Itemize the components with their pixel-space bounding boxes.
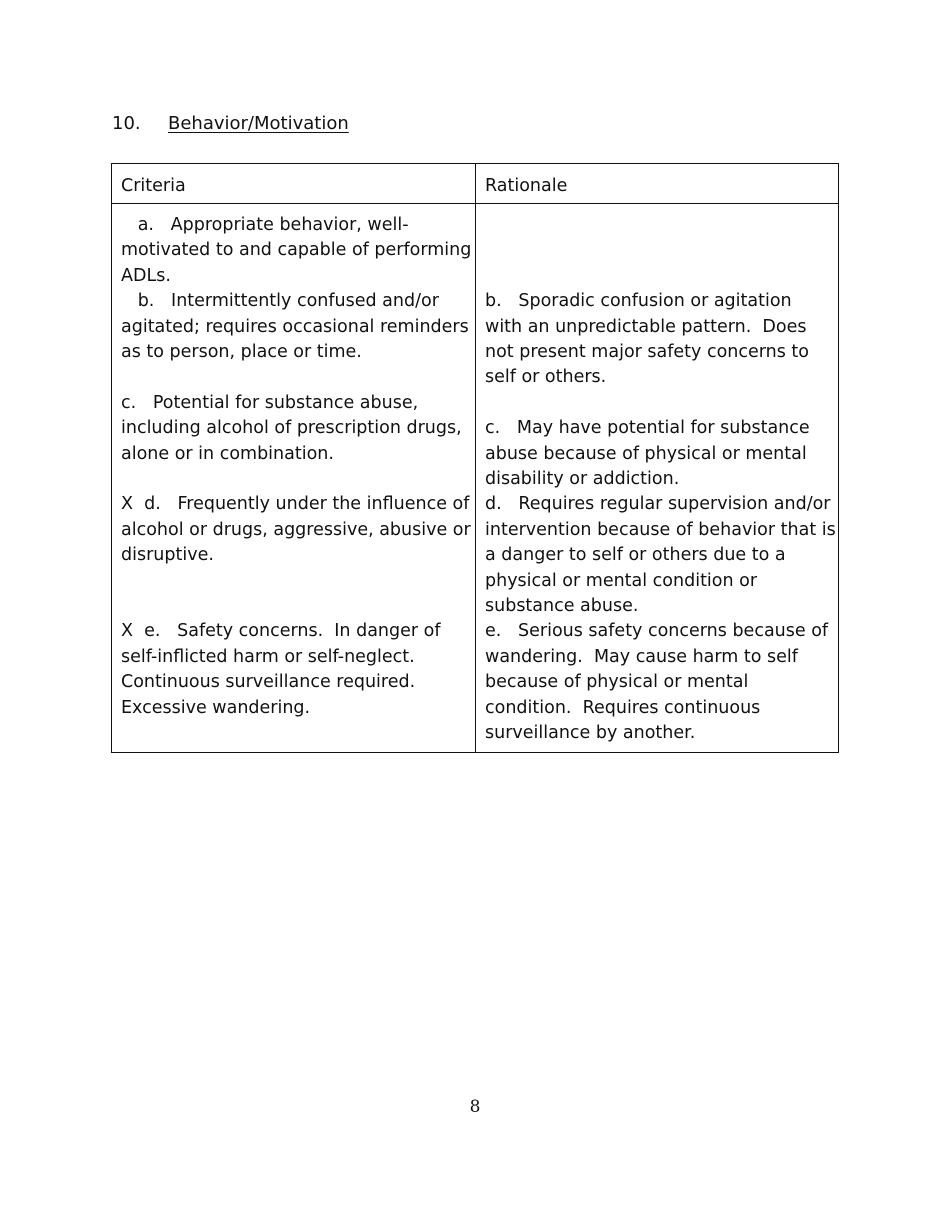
criteria-a-line-2: motivated to and capable of performing <box>121 240 472 261</box>
rationale-e-line-5: surveillance by another. <box>485 723 696 744</box>
spacer <box>121 467 469 492</box>
criteria-c <box>121 391 469 467</box>
criteria-d-line-3: disruptive. <box>121 545 214 566</box>
rationale-d-line-5: substance abuse. <box>485 596 639 617</box>
spacer <box>485 213 832 238</box>
rationale-e-line-1: e. Serious safety concerns because of <box>485 621 829 642</box>
rationale-c <box>485 416 832 492</box>
rationale-b-line-3: not present major safety concerns to <box>485 341 809 362</box>
rationale-d-line-4: physical or mental condition or <box>485 570 758 591</box>
spacer <box>485 391 832 416</box>
table-body-row <box>112 204 838 752</box>
criteria-d-line-1: X d. Frequently under the influence of <box>121 494 470 515</box>
section-title: Behavior/Motivation <box>168 113 349 134</box>
criteria-e-line-1: X e. Safety concerns. In danger of <box>121 621 441 642</box>
criteria-c-line-2: including alcohol of prescription drugs, <box>121 418 462 439</box>
criteria-b-line-3: as to person, place or time. <box>121 342 362 363</box>
rationale-c-line-2: abuse because of physical or mental <box>485 443 807 464</box>
rationale-b <box>485 289 832 391</box>
rationale-b-line-2: with an unpredictable pattern. Does <box>485 316 807 337</box>
rationale-header: Rationale <box>475 164 838 203</box>
rationale-d <box>485 492 836 619</box>
rationale-c-line-1: c. May have potential for substance <box>485 418 810 439</box>
rationale-d-line-2: intervention because of behavior that is <box>485 519 836 540</box>
spacer <box>121 365 469 390</box>
rationale-b-line-4: self or others. <box>485 367 607 388</box>
table-header-row <box>112 164 838 204</box>
criteria-c-line-1: c. Potential for substance abuse, <box>121 392 419 413</box>
criteria-e <box>121 619 469 721</box>
criteria-a <box>121 213 472 289</box>
criteria-b <box>121 289 469 365</box>
section-number: 10. <box>112 113 141 134</box>
spacer <box>121 569 469 594</box>
criteria-e-line-3: Continuous surveillance required. <box>121 672 416 693</box>
section-heading <box>112 112 349 136</box>
rationale-c-line-3: disability or addiction. <box>485 469 680 489</box>
rationale-e <box>485 619 832 746</box>
criteria-e-line-2: self-inflicted harm or self-neglect. <box>121 646 415 667</box>
spacer <box>485 264 832 289</box>
criteria-b-line-2: agitated; requires occasional reminders <box>121 316 469 337</box>
rationale-e-line-4: condition. Requires continuous <box>485 697 761 718</box>
criteria-e-line-4: Excessive wandering. <box>121 697 311 718</box>
criteria-column <box>112 204 475 752</box>
criteria-table <box>111 163 839 753</box>
criteria-c-line-3: alone or in combination. <box>121 443 334 464</box>
criteria-d-line-2: alcohol or drugs, aggressive, abusive or <box>121 519 471 540</box>
rationale-column <box>475 204 838 752</box>
rationale-b-line-1: b. Sporadic confusion or agitation <box>485 291 792 312</box>
rationale-d-line-3: a danger to self or others due to a <box>485 545 786 566</box>
rationale-d-line-1: d. Requires regular supervision and/or <box>485 494 831 515</box>
criteria-header: Criteria <box>121 176 186 196</box>
criteria-a-line-3: ADLs. <box>121 265 171 286</box>
rationale-e-line-2: wandering. May cause harm to self <box>485 646 798 667</box>
page-number: 8 <box>469 1097 481 1117</box>
spacer <box>121 594 469 619</box>
rationale-e-line-3: because of physical or mental <box>485 672 749 693</box>
criteria-a-line-1: a. Appropriate behavior, well- <box>121 215 409 235</box>
spacer <box>485 238 832 263</box>
criteria-d <box>121 492 469 568</box>
criteria-b-line-1: b. Intermittently confused and/or <box>121 291 439 312</box>
